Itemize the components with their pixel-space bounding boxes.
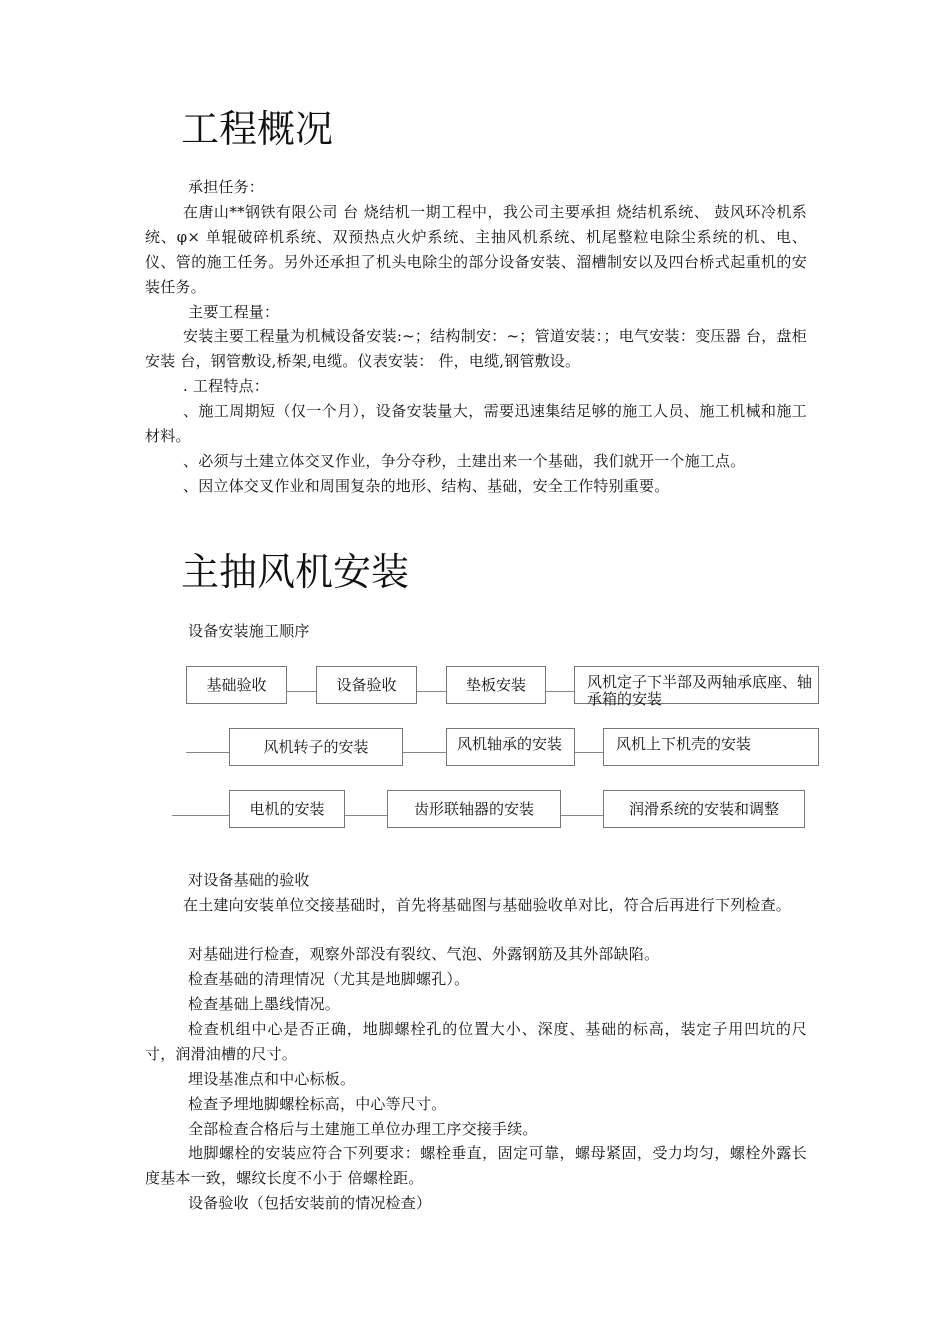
flow-connector bbox=[560, 815, 604, 816]
paragraph-sequence-heading: 设备安装施工顺序 bbox=[188, 622, 310, 640]
paragraph-ink-line-check: 检查基础上墨线情况。 bbox=[188, 995, 341, 1013]
flow-connector bbox=[344, 815, 388, 816]
paragraph-foundation-handover: 在土建向安装单位交接基础时，首先将基础图与基础验收单对比，符合后再进行下列检查。 bbox=[183, 896, 792, 914]
paragraph-anchor-bolt-check: 检查予埋地脚螺栓标高，中心等尺寸。 bbox=[188, 1095, 447, 1113]
paragraph-task-heading: 承担任务： bbox=[188, 178, 265, 196]
paragraph-quantity-description: 安装主要工程量为机械设备安装:~；结构制安：~；管道安装：；电气安装：变压器 台，盘柜安装 台，钢管敷设,桥架,电缆。仪表安装： 件，电缆,钢管敷设。 bbox=[145, 327, 807, 370]
flow-connector bbox=[574, 752, 604, 753]
flow-connector bbox=[402, 752, 447, 753]
flow-step-rotor-installation: 风机转子的安装 bbox=[229, 728, 403, 766]
paragraph-benchmark: 埋设基准点和中心标板。 bbox=[188, 1070, 356, 1088]
paragraph-anchor-bolt-requirements: 地脚螺栓的安装应符合下列要求：螺栓垂直，固定可靠，螺母紧固，受力均匀，螺栓外露长度基本一致，螺纹长度不小于 倍螺栓距。 bbox=[145, 1144, 807, 1187]
paragraph-features-heading: . 工程特点： bbox=[183, 377, 269, 395]
paragraph-feature-3: 、因立体交叉作业和周围复杂的地形、结构、基础，安全工作特别重要。 bbox=[183, 477, 670, 495]
flow-connector bbox=[172, 815, 230, 816]
paragraph-feature-1: 、施工周期短（仅一个月），设备安装量大，需要迅速集结足够的施工人员、施工机械和施工材料。 bbox=[145, 402, 807, 445]
flow-step-foundation-acceptance: 基础验收 bbox=[186, 666, 287, 704]
paragraph-center-check: 检查机组中心是否正确，地脚螺栓孔的位置大小、深度、基础的标高，装定子用凹坑的尺寸，润滑油槽的尺寸。 bbox=[145, 1020, 807, 1063]
paragraph-foundation-cleanup: 检查基础的清理情况（尤其是地脚螺孔）。 bbox=[188, 970, 470, 988]
section-title-project-overview: 工程概况 bbox=[181, 107, 334, 151]
paragraph-equipment-acceptance: 设备验收（包括安装前的情况检查） bbox=[188, 1194, 432, 1212]
section-title-main-fan-installation: 主抽风机安装 bbox=[181, 550, 410, 594]
flow-step-gear-coupling-installation: 齿形联轴器的安装 bbox=[387, 790, 561, 828]
flow-step-equipment-acceptance: 设备验收 bbox=[316, 666, 417, 704]
paragraph-foundation-acceptance-heading: 对设备基础的验收 bbox=[188, 871, 310, 889]
paragraph-handover-procedure: 全部检查合格后与土建施工单位办理工序交接手续。 bbox=[188, 1120, 538, 1138]
paragraph-feature-2: 、必须与土建立体交叉作业，争分夺秒，土建出来一个基础，我们就开一个施工点。 bbox=[183, 452, 746, 470]
flow-step-lubrication-system: 润滑系统的安装和调整 bbox=[603, 790, 805, 828]
paragraph-foundation-check: 对基础进行检查，观察外部没有裂纹、气泡、外露钢筋及其外部缺陷。 bbox=[188, 945, 660, 963]
flow-connector bbox=[287, 691, 317, 692]
flow-connector bbox=[186, 752, 230, 753]
flow-step-bearing-installation: 风机轴承的安装 bbox=[446, 728, 575, 766]
flow-step-motor-installation: 电机的安装 bbox=[229, 790, 345, 828]
paragraph-quantity-heading: 主要工程量： bbox=[188, 303, 280, 321]
flow-step-stator-lower-half: 风机定子下半部及两轴承底座、轴承箱的安装 bbox=[574, 666, 819, 704]
paragraph-task-description: 在唐山**钢铁有限公司 台 烧结机一期工程中，我公司主要承担 烧结机系统、 鼓风环冷机系统、φ× 单辊破碎机系统、双预热点火炉系统、主抽风机系统、机尾整粒电除尘系统的机、电、仪、管的施工任务。另外还承担了机头电除尘的部分设备安装、溜槽制安以及四台桥式起重机的安装任务。 bbox=[145, 203, 807, 296]
flow-connector bbox=[416, 691, 446, 692]
flow-step-shim-installation: 垫板安装 bbox=[446, 666, 546, 704]
flow-step-casing-installation: 风机上下机壳的安装 bbox=[603, 728, 819, 766]
flow-connector bbox=[545, 691, 574, 692]
